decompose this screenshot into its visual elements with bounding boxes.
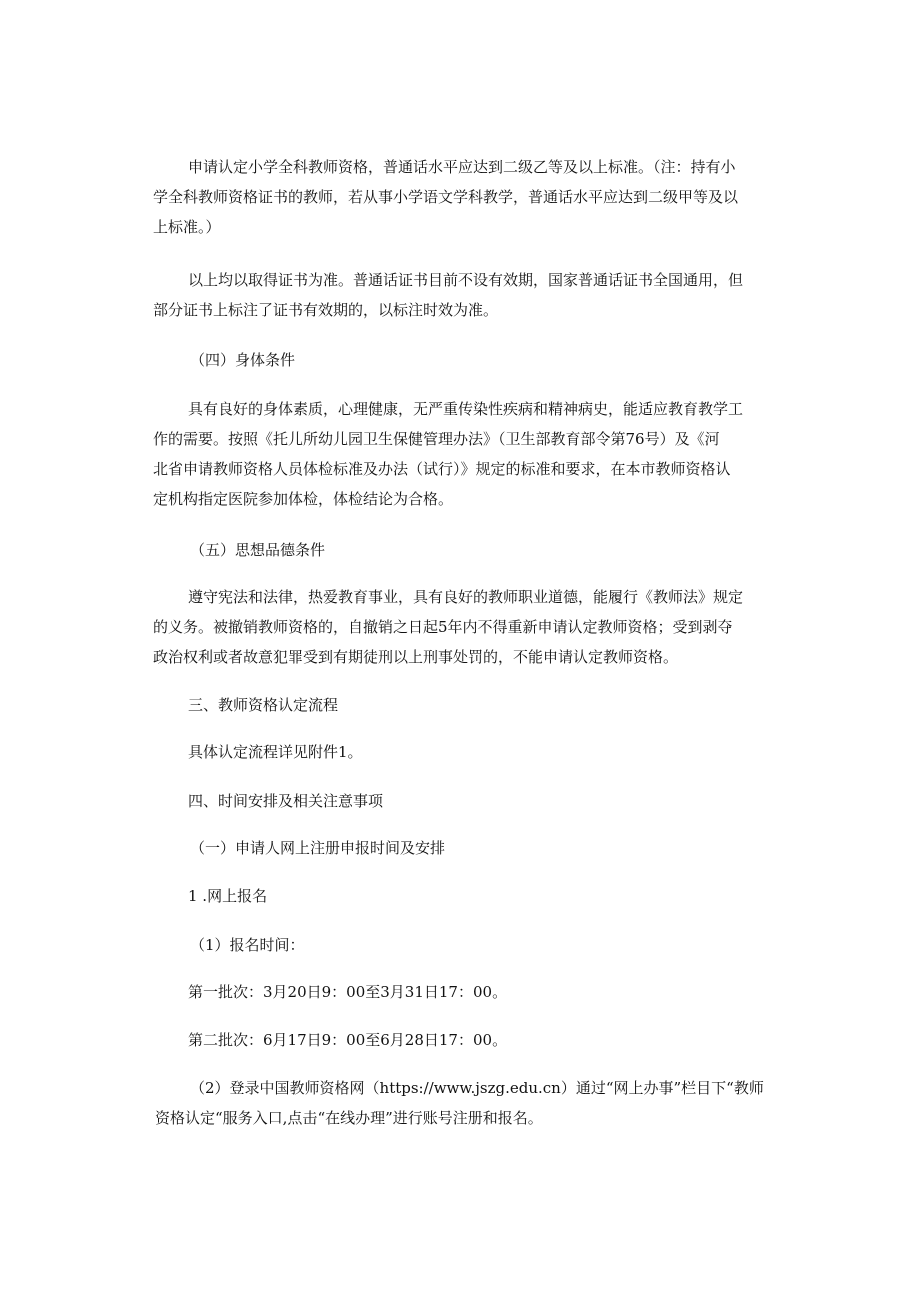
text-line: 具有良好的身体素质，心理健康，无严重传染性疾病和精神病史，能适应教育教学工 [188,400,744,418]
subheading-online-registration-schedule: （一）申请人网上注册申报时间及安排 [190,839,446,857]
text-line: 以上均以取得证书为准。普通话证书目前不设有效期，国家普通话证书全国通用，但 [188,271,744,289]
paragraph-online-login-instructions [155,1073,778,1133]
text-line: 资格认定“服务入口,点击“在线办理”进行账号注册和报名。 [155,1109,543,1127]
item-online-registration: 1 .网上报名 [188,887,268,905]
heading-moral-condition: （五）思想品德条件 [190,541,326,559]
text-line: （2）登录中国教师资格网（https://www.jszg.edu.cn）通过“网上办事”栏目下“教师 [190,1079,764,1097]
item-registration-time: （1）报名时间： [190,936,305,954]
text-line: 政治权利或者故意犯罪受到有期徒刑以上刑事处罚的，不能申请认定教师资格。 [153,648,679,666]
text-line: 部分证书上标注了证书有效期的，以标注时效为准。 [153,301,499,319]
paragraph-moral-condition [153,582,776,672]
paragraph-putonghua-requirement [153,152,776,242]
text-line: 作的需要。按照《托儿所幼儿园卫生保健管理办法》（卫生部教育部令第76号）及《河 [153,430,720,448]
section-heading-schedule: 四、时间安排及相关注意事项 [188,792,384,810]
heading-physical-condition: （四）身体条件 [190,351,296,369]
text-line: 定机构指定医院参加体检，体检结论为合格。 [153,490,454,508]
text-line: 的义务。被撤销教师资格的，自撤销之日起5年内不得重新申请认定教师资格；受到剥夺 [153,618,733,636]
text-line: 上标准。） [153,218,221,236]
section-heading-process: 三、教师资格认定流程 [188,696,339,714]
text-line: 学全科教师资格证书的教师，若从事小学语文学科教学，普通话水平应达到二级甲等及以 [153,188,739,206]
paragraph-physical-condition [153,394,776,514]
text-line: 北省申请教师资格人员体检标准及办法（试行）》规定的标准和要求，在本市教师资格认 [153,460,731,478]
batch-one-time: 第一批次：3月20日9：00至3月31日17：00。 [188,983,508,1001]
batch-two-time: 第二批次：6月17日9：00至6月28日17：00。 [188,1031,508,1049]
paragraph-certificate-validity [153,265,776,325]
text-line: 遵守宪法和法律，热爱教育事业，具有良好的教师职业道德，能履行《教师法》规定 [188,588,744,606]
text-line: 申请认定小学全科教师资格，普通话水平应达到二级乙等及以上标准。（注：持有小 [188,158,736,176]
paragraph-process-detail: 具体认定流程详见附件1。 [188,743,363,761]
